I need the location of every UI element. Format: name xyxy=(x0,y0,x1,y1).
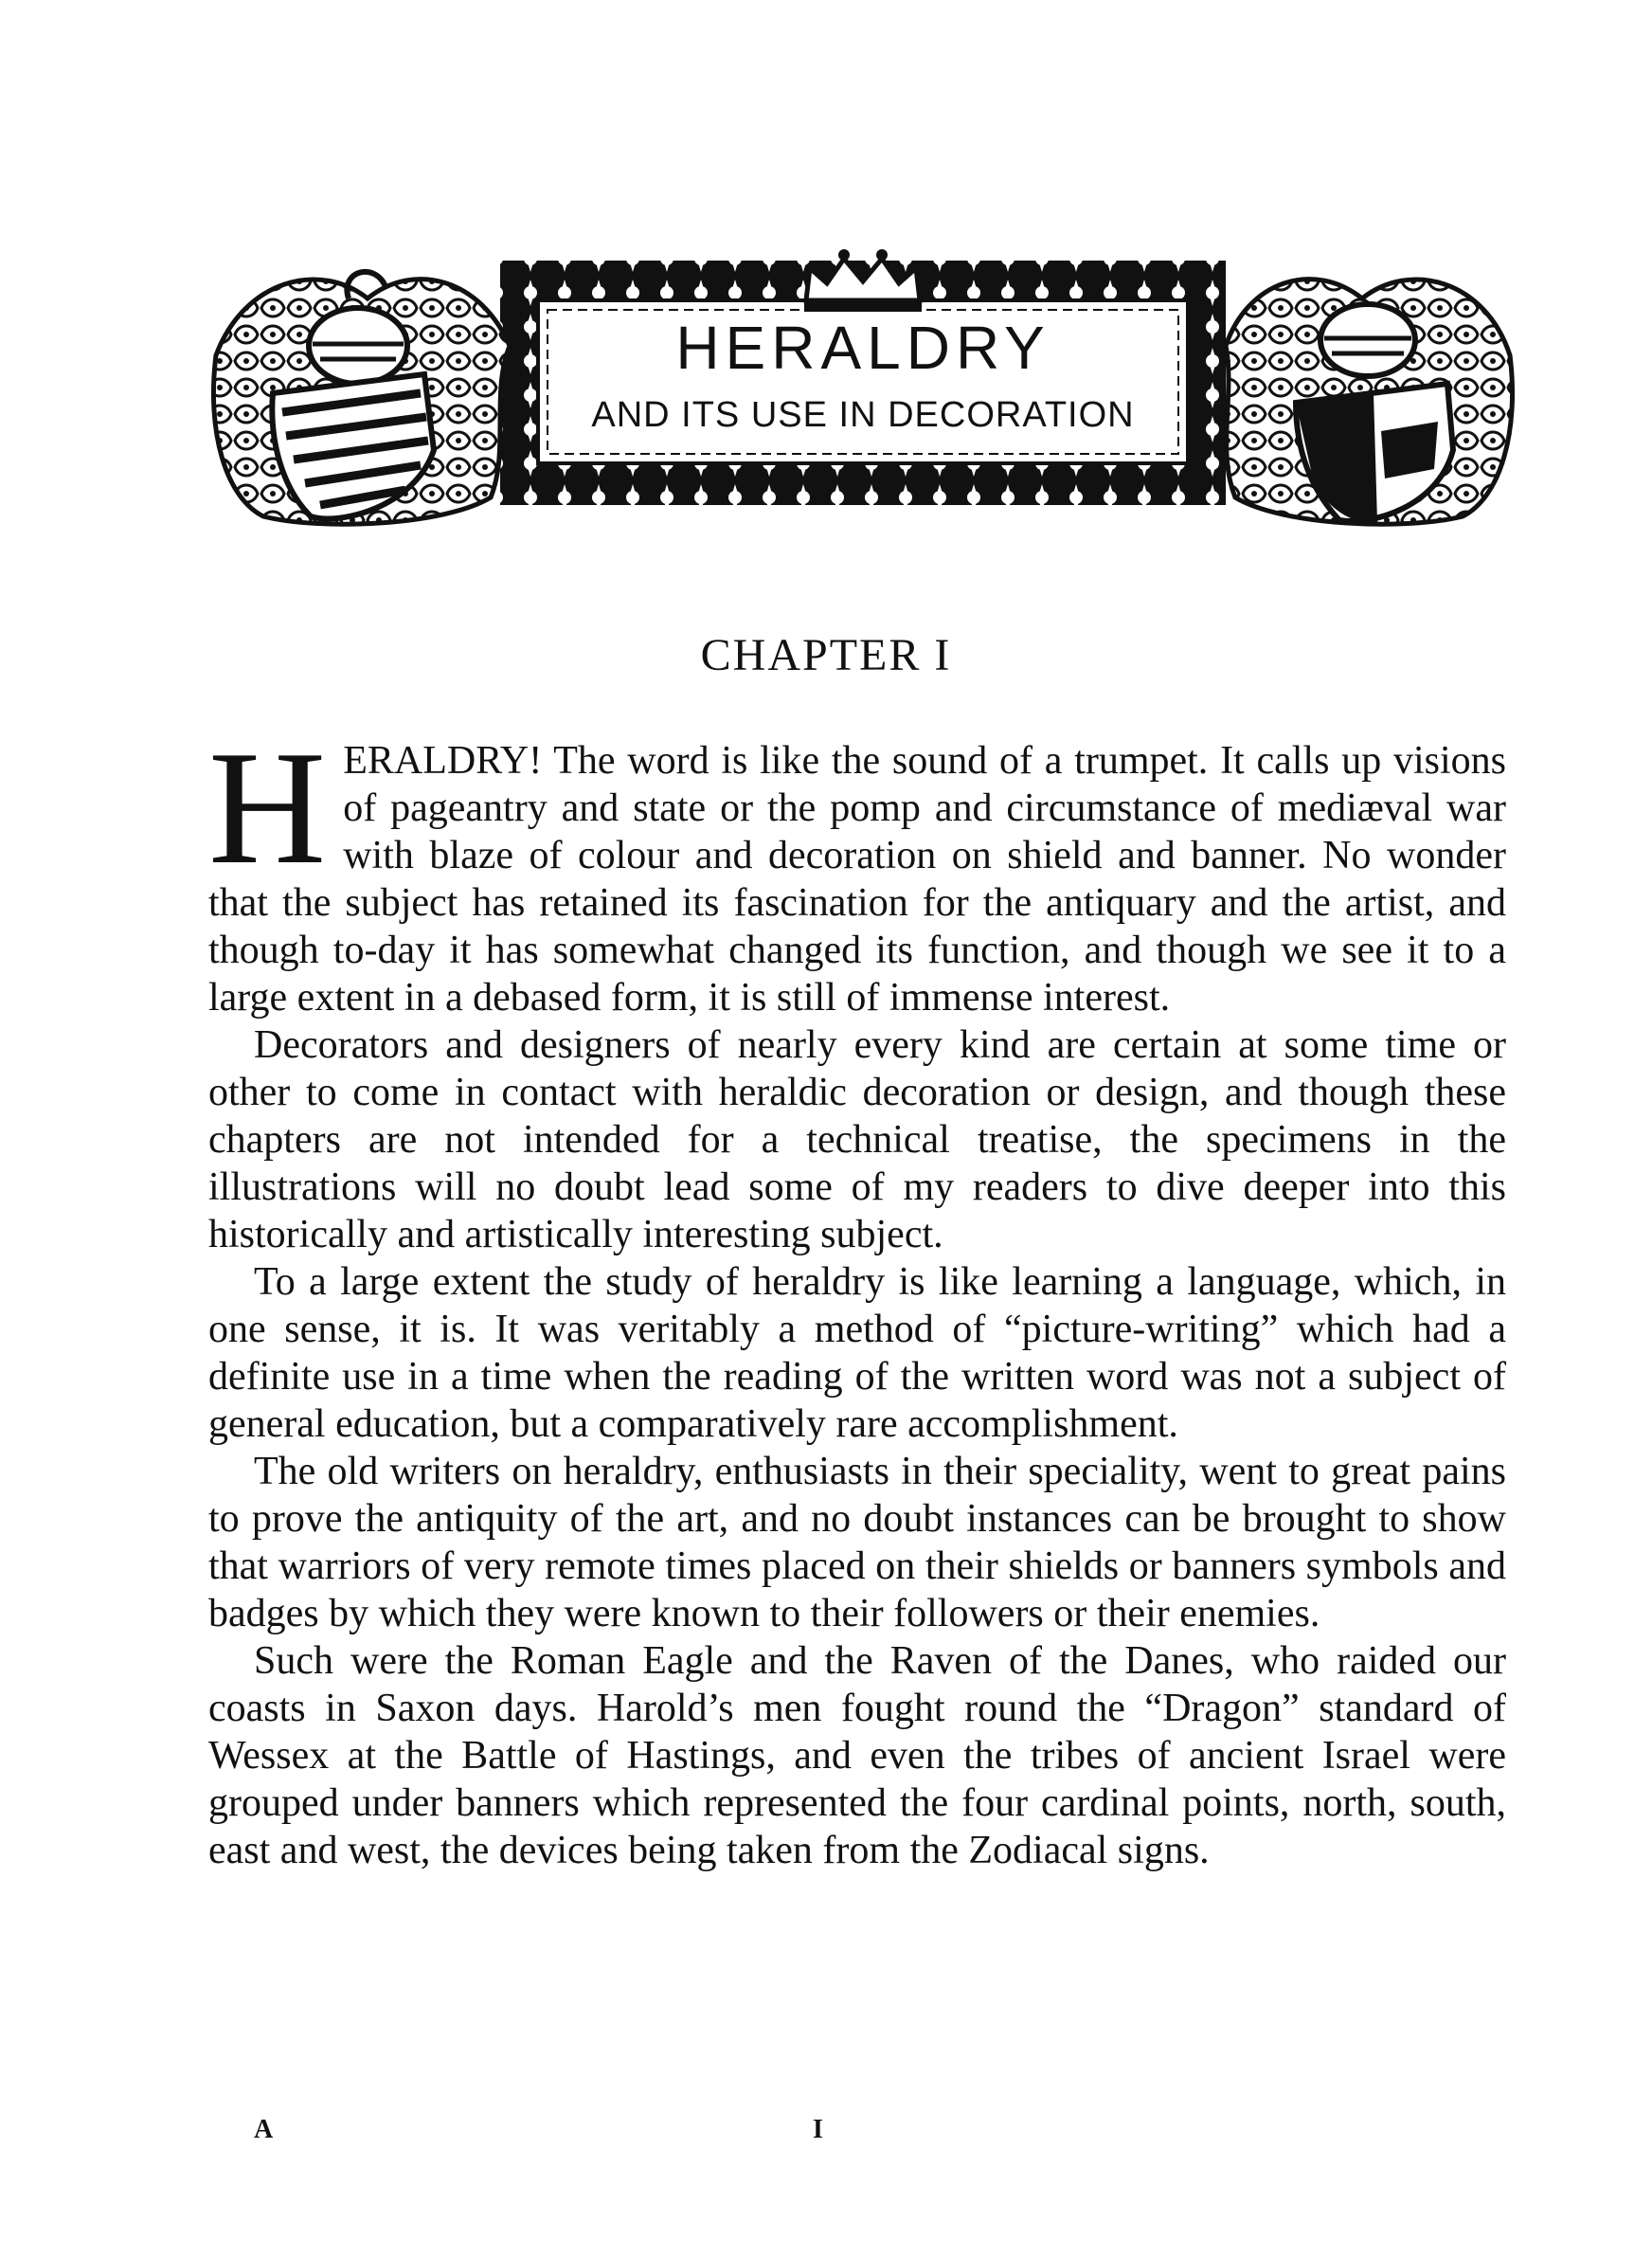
page-number: I xyxy=(813,2115,823,2144)
chapter-heading: CHAPTER I xyxy=(700,630,952,680)
right-heraldic-group xyxy=(1226,280,1513,525)
paragraph-1 xyxy=(208,718,1506,1021)
drop-cap: H xyxy=(208,718,327,898)
title-panel xyxy=(538,300,1188,463)
paragraph-4: The old writers on heraldry, enthusiasts in their speciality, went to great pains to prove the antiquity of the art, and no doubt instances can be brought to show that warriors of very remote times placed on their shields or banners symbols and badges by which they were known to their followers or their enemies. xyxy=(208,1450,1506,1635)
heraldic-banner-ornament xyxy=(206,242,1519,535)
signature-mark: A xyxy=(254,2115,274,2144)
paragraph-3: To a large extent the study of heraldry is like learning a language, which, in one sense, it is. It was veritably a method of “picture-writing” which had a definite use in a time when the reading of the written word was not a subject of general education, but a comparatively rare accomplishment. xyxy=(208,1260,1506,1446)
book-subtitle: AND ITS USE IN DECORATION xyxy=(591,395,1135,435)
body-text xyxy=(208,718,1506,1874)
frame-bottom-border xyxy=(519,463,1207,505)
paragraph-2: Decorators and designers of nearly every kind are certain at some time or other to come in contact with heraldic decoration or design, and though these chapters are not intended for a technical treatise, the specimens in the illustrations will no doubt lead some of my readers to dive deeper into this historically and artistically interesting subject. xyxy=(208,1023,1506,1256)
frame-left-border xyxy=(500,261,538,505)
book-title: HERALDRY xyxy=(675,314,1050,382)
paragraph-5: Such were the Roman Eagle and the Raven of the Danes, who raided our coasts in Saxon days. Harold’s men fought round the “Dragon” standard of Wessex at the Battle of Hastings, and even the tribes of ancient Israel were grouped under banners which represented the four cardinal points, north, south, east and west, the devices being taken from the Zodiacal signs. xyxy=(208,1639,1506,1872)
knight-helmet-right-icon xyxy=(1320,304,1415,376)
frame-right-border xyxy=(1188,261,1226,505)
paragraph-1-text: ERALDRY! The word is like the sound of a trumpet. It calls up visions of pageantry and state or the pomp and circumstance of mediæval war with blaze of colour and decoration on shield and banner. No wonder that the subject has retained its fascination for the antiquary and the artist, and though to-day it has somewhat changed its function, and though we see it to a large extent in a debased form, it is still of immense interest. xyxy=(208,739,1506,1020)
left-heraldic-group xyxy=(213,272,510,524)
